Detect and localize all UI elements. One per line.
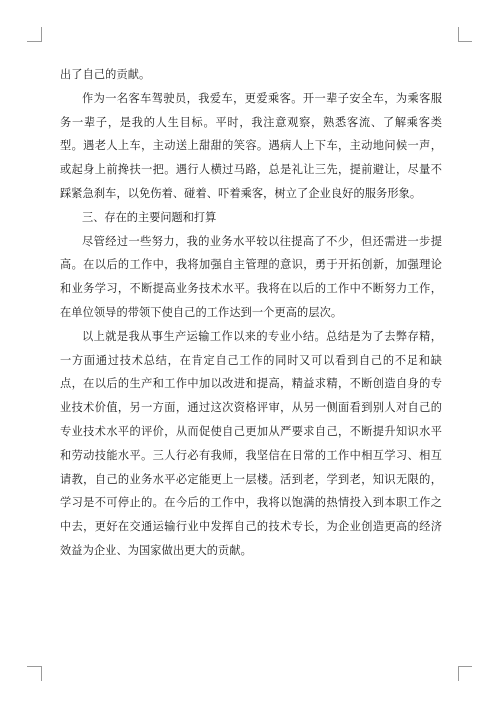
paragraph-service: 作为一名客车驾驶员，我爱车，更爱乘客。开一辈子安全车，为乘客服务一辈子，是我的人生目标。平时，我注意观察，熟悉客流、了解乘客类型。遇老人上车，主动送上甜甜的笑容。遇病人上下车，主动地问候一声，或起身上前搀扶一把。遇行人横过马路，总是礼让三先，提前避让，尽量不踩紧急刹车，以免伤着、碰着、吓着乘客，树立了企业良好的服务形象。 [60, 91, 442, 200]
paragraph-continuation: 出了自己的贡献。 [60, 68, 151, 81]
crop-mark-bottom-right-v [458, 666, 459, 681]
crop-mark-top-left-v [41, 27, 42, 42]
crop-mark-bottom-left-h [27, 666, 41, 667]
section-heading: 三、存在的主要问题和打算 [82, 210, 217, 224]
paragraph-summary: 以上就是我从事生产运输工作以来的专业小结。总结是为了去弊存精，一方面通过技术总结，在肯定自己工作的同时又可以看到自己的不足和缺点，在以后的生产和工作中加以改进和提高，精益求精，不断创造自身的专业技术价值，另一方面，通过这次资格评审，从另一侧面看到别人对自己的专业技术水平的评价，从而促使自己更加从严要求自己，不断提升知识水平和劳动技能水平。三人行必有我师，我坚信在日常的工作中相互学习、相互请教，自己的业务水平必定能更上一层楼。活到老，学到老，知识无限的，学习是不可停止的。在今后的工作中，我将以饱满的热情投入到本职工作之中去，更好在交通运输行业中发挥自己的技术专长，为企业创造更高的经济效益为企业、为国家做出更大的贡献。 [60, 329, 442, 557]
crop-mark-bottom-left-v [41, 666, 42, 681]
crop-mark-top-right-h [458, 41, 472, 42]
crop-mark-top-left-h [27, 41, 41, 42]
crop-mark-bottom-right-h [458, 666, 472, 667]
paragraph-plans: 尽管经过一些努力，我的业务水平较以往提高了不少，但还需进一步提高。在以后的工作中，我将加强自主管理的意识，勇于开拓创新，加强理论和业务学习，不断提高业务技术水平。我将在以后的工作中不断努力工作，在单位领导的带领下使自己的工作达到一个更高的层次。 [60, 234, 442, 319]
crop-mark-top-right-v [458, 27, 459, 42]
document-body [60, 63, 442, 563]
